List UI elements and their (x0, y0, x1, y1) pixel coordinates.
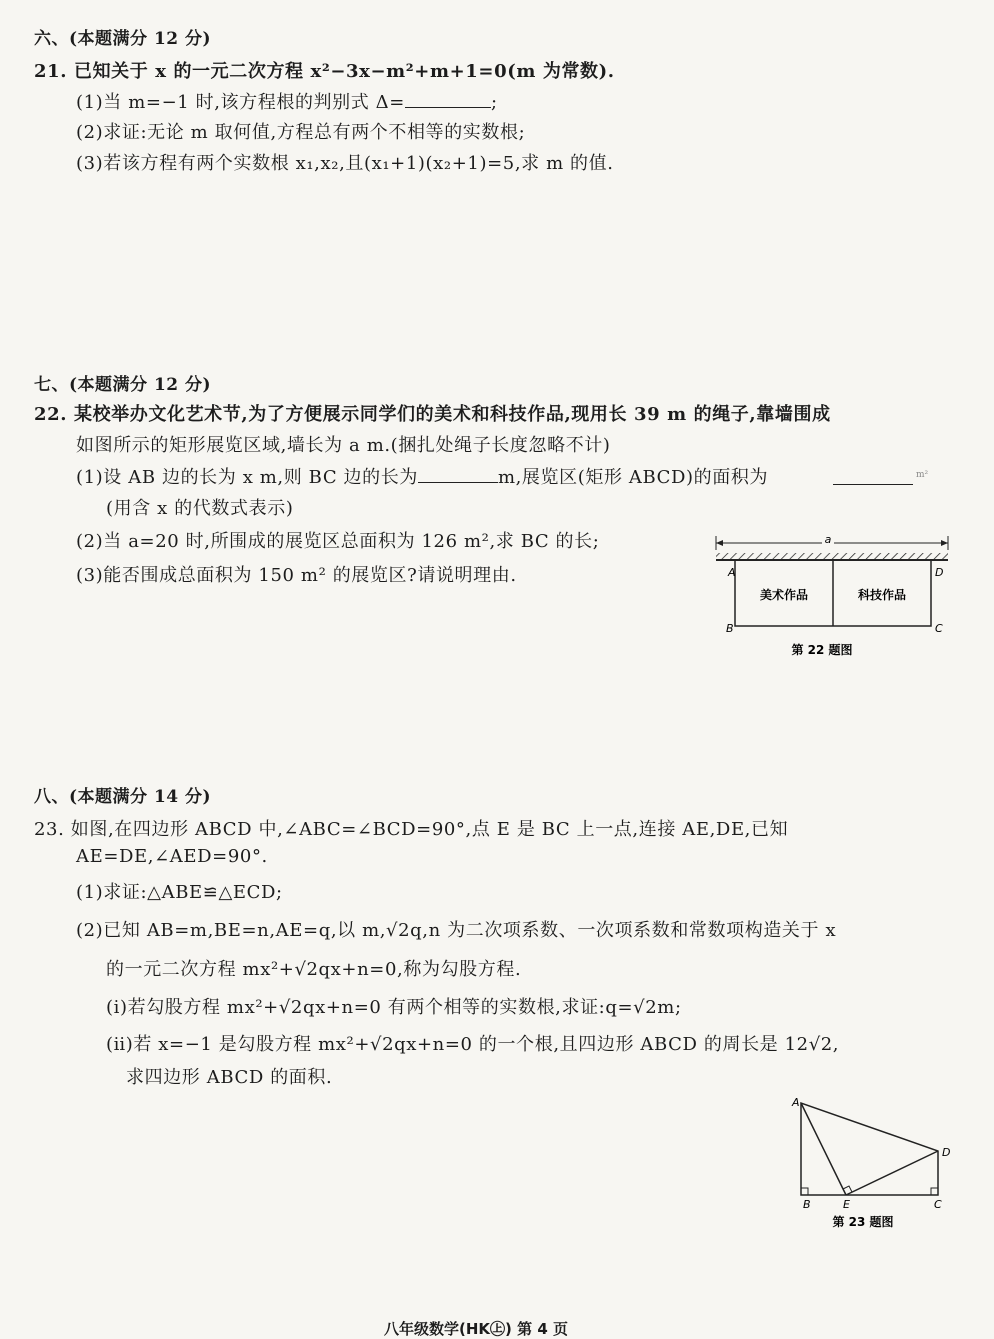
q23-part2-i: (ⅰ)若勾股方程 mx²+√2qx+n=0 有两个相等的实数根,求证:q=√2m; (106, 997, 682, 1018)
art-works-label: 美术作品 (759, 588, 809, 602)
q22-area-blank (833, 484, 913, 485)
point-c-label: C (935, 622, 943, 635)
right-angle-b (801, 1188, 808, 1195)
q23-part2-ii-line1: (ⅱ)若 x=−1 是勾股方程 mx²+√2qx+n=0 的一个根,且四边形 ABCD 的周长是 12√2, (106, 1034, 840, 1055)
q23-stem-line2: AE=DE,∠AED=90°. (76, 846, 268, 867)
q21-part1-end: ; (490, 92, 498, 113)
quadrilateral-abcd (801, 1103, 938, 1195)
q23-part2-line1: (2)已知 AB=m,BE=n,AE=q,以 m,√2q,n 为二次项系数、一次项系数和常数项构造关于 x (76, 920, 837, 941)
q23-part2-line2: 的一元二次方程 mx²+√2qx+n=0,称为勾股方程. (106, 959, 522, 980)
q23-stem-line1: 23. 如图,在四边形 ABCD 中,∠ABC=∠BCD=90°,点 E 是 BC 上一点,连接 AE,DE,已知 (34, 819, 789, 840)
tech-works-label: 科技作品 (857, 588, 907, 602)
wall-hatch (716, 553, 948, 560)
q21-part1 (76, 88, 498, 114)
q21-part2: (2)求证:无论 m 取何值,方程总有两个不相等的实数根; (76, 122, 526, 143)
wall-label-a: a (824, 533, 832, 546)
q22-part3: (3)能否围成总面积为 150 m² 的展览区?请说明理由. (76, 565, 517, 586)
section-7-header: 七、(本题满分 12 分) (34, 375, 212, 395)
section-6-header: 六、(本题满分 12 分) (34, 29, 212, 49)
point-d-label: D (935, 566, 944, 579)
q22-stem-line1: 22. 某校举办文化艺术节,为了方便展示同学们的美术和科技作品,现用长 39 m 的绳子,靠墙围成 (34, 404, 831, 425)
wall-dim-arrow-left (716, 540, 723, 546)
q22-part1 (76, 463, 768, 489)
q22-part1-text-a: (1)设 AB 边的长为 x m,则 BC 边的长为 (76, 467, 418, 488)
point-b-label: B (726, 622, 734, 635)
q22-part1-note: (用含 x 的代数式表示) (106, 498, 294, 519)
point-b-label: B (803, 1198, 811, 1211)
segment-de (846, 1151, 938, 1195)
point-d-label: D (942, 1146, 951, 1159)
q21-part1-text: (1)当 m=−1 时,该方程根的判别式 Δ= (76, 92, 405, 113)
figure-23-caption: 第 23 题图 (832, 1215, 894, 1229)
point-a-label: A (728, 566, 736, 579)
point-a-label: A (792, 1096, 800, 1109)
wall-dim-arrow-right (941, 540, 948, 546)
q22-stem-line2: 如图所示的矩形展览区域,墙长为 a m.(捆扎处绳子长度忽略不计) (76, 435, 611, 456)
q22-part1-text-b: m,展览区(矩形 ABCD)的面积为 (497, 467, 769, 488)
q22-bc-blank (418, 482, 498, 483)
figure-22 (710, 528, 960, 668)
page-footer: 八年级数学(HK㊤) 第 4 页 (384, 1320, 568, 1338)
figure-22-caption: 第 22 题图 (791, 643, 853, 657)
point-c-label: C (934, 1198, 942, 1211)
point-e-label: E (843, 1198, 850, 1211)
q23-part2-ii-line2: 求四边形 ABCD 的面积. (126, 1067, 333, 1088)
q21-part3: (3)若该方程有两个实数根 x₁,x₂,且(x₁+1)(x₂+1)=5,求 m 的值. (76, 153, 614, 174)
section-8-header: 八、(本题满分 14 分) (34, 787, 212, 807)
q21-stem: 21. 已知关于 x 的一元二次方程 x²−3x−m²+m+1=0(m 为常数). (34, 61, 615, 82)
figure-23 (788, 1092, 963, 1237)
q21-answer-blank (405, 107, 491, 108)
q22-part2: (2)当 a=20 时,所围成的展览区总面积为 126 m²,求 BC 的长; (76, 531, 600, 552)
q23-part1: (1)求证:△ABE≌△ECD; (76, 882, 283, 903)
right-angle-c (931, 1188, 938, 1195)
q22-area-unit: m² (916, 470, 929, 480)
